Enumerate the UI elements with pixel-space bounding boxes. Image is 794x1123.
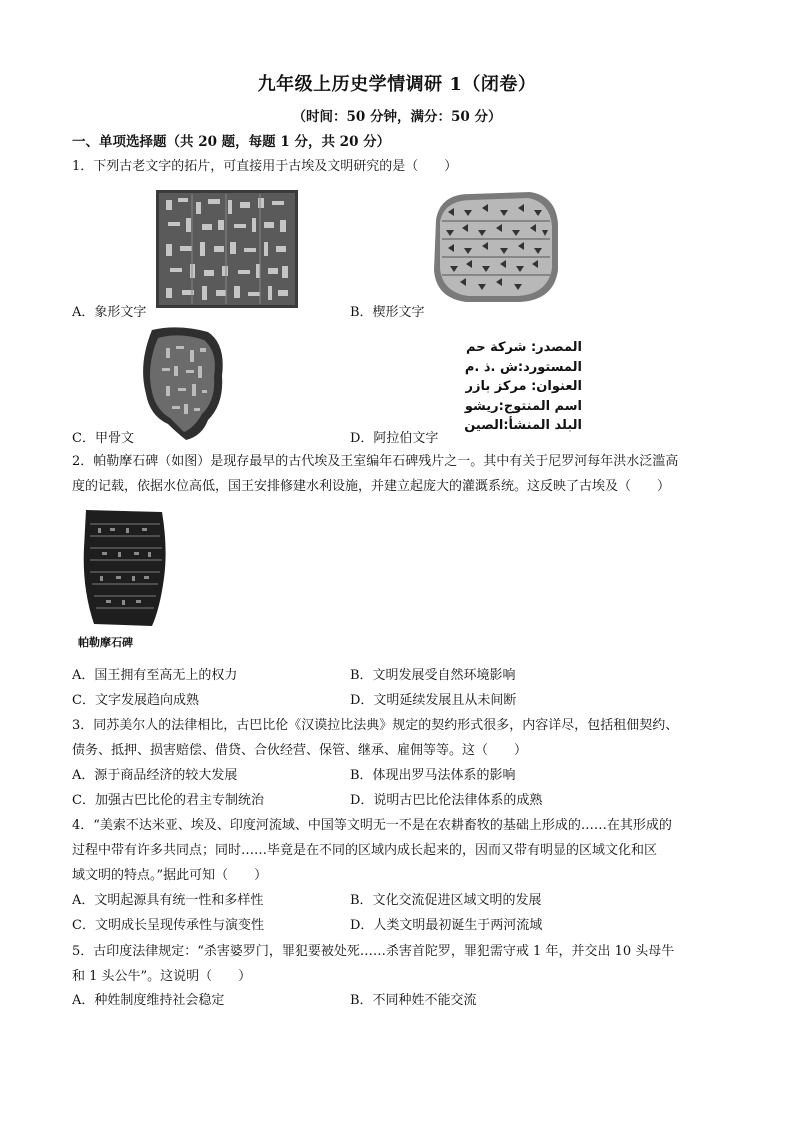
q3-option-a: A．源于商品经济的较大发展 — [72, 768, 238, 783]
question-2-stem — [72, 449, 732, 499]
arabic-line: اسم المنتوج:ريشو — [464, 398, 582, 414]
q4-option-c: C．文明成长呈现传承性与演变性 — [72, 918, 264, 933]
oracle-bone-image — [138, 324, 228, 442]
q4-option-a: A．文明起源具有统一性和多样性 — [72, 893, 264, 908]
q1-option-b: B．楔形文字 — [350, 305, 425, 320]
question-5-line: 5．古印度法律规定：“杀害婆罗门，罪犯要被处死……杀害首陀罗，罪犯需守戒 1 年，并交出 10 头母牛 — [72, 944, 675, 959]
arabic-line: المصدر: شركة حم — [466, 340, 582, 355]
q2-option-b: B．文明发展受自然环境影响 — [350, 668, 516, 683]
arabic-line: العنوان: مركز بازر — [465, 379, 582, 394]
question-3-line: 3．同苏美尔人的法律相比，古巴比伦《汉谟拉比法典》规定的契约形式很多，内容详尽，包括租佃契约、 — [72, 718, 679, 733]
palermo-stone-caption: 帕勒摩石碑 — [78, 636, 133, 649]
q5-option-b: B．不同种姓不能交流 — [350, 993, 477, 1008]
question-4-stem — [72, 813, 732, 888]
question-4-line: 过程中带有许多共同点；同时……毕竟是在不同的区域内成长起来的，因而又带有明显的区域文化和区 — [72, 843, 658, 858]
cuneiform-tablet-image — [430, 190, 562, 304]
q1-option-c: C．甲骨文 — [72, 431, 134, 446]
hieroglyph-rubbing-image — [156, 190, 298, 308]
q2-option-a: A．国王拥有至高无上的权力 — [72, 668, 238, 683]
question-1-stem: 1．下列古老文字的拓片，可直接用于古埃及文明研究的是（ ） — [72, 159, 458, 174]
arabic-line: المستورد:ش .ذ .م — [464, 359, 582, 375]
question-4-line: 4．“美索不达米亚、埃及、印度河流域、中国等文明无一不是在农耕畜牧的基础上形成的……在其形成的 — [72, 818, 672, 833]
question-2-line: 度的记载，依据水位高低，国王安排修建水利设施，并建立起庞大的灌溉系统。这反映了古埃及（ ） — [72, 479, 671, 494]
palermo-stone-image — [76, 508, 170, 628]
q3-option-d: D．说明古巴比伦法律体系的成熟 — [350, 793, 543, 808]
q4-option-d: D．人类文明最初诞生于两河流域 — [350, 918, 543, 933]
q2-option-c: C．文字发展趋向成熟 — [72, 693, 199, 708]
arabic-text-label — [420, 338, 582, 436]
q5-option-a: A．种姓制度维持社会稳定 — [72, 993, 225, 1008]
question-3-stem — [72, 713, 732, 763]
q1-option-a: A．象形文字 — [72, 305, 147, 320]
question-3-line: 债务、抵押、损害赔偿、借贷、合伙经营、保管、继承、雇佣等等。这（ ） — [72, 743, 528, 758]
q3-option-b: B．体现出罗马法体系的影响 — [350, 768, 516, 783]
q1-option-d: D．阿拉伯文字 — [350, 431, 439, 446]
question-5-line: 和 1 头公牛”。这说明（ ） — [72, 969, 252, 984]
exam-time-info: （时间：50 分钟，满分：50 分） — [292, 109, 502, 125]
page-title: 九年级上历史学情调研 1（闭卷） — [257, 74, 537, 95]
arabic-line: البلد المنشأ:الصين — [464, 418, 582, 433]
q4-option-b: B．文化交流促进区域文明的发展 — [350, 893, 542, 908]
question-2-line: 2．帕勒摩石碑（如图）是现存最早的古代埃及王室编年石碑残片之一。其中有关于尼罗河每年洪水泛滥高 — [72, 454, 679, 469]
q2-option-d: D．文明延续发展且从未间断 — [350, 693, 517, 708]
section-heading: 一、单项选择题（共 20 题，每题 1 分，共 20 分） — [72, 134, 391, 150]
question-4-line: 域文明的特点。”据此可知（ ） — [72, 868, 268, 883]
q3-option-c: C．加强古巴比伦的君主专制统治 — [72, 793, 264, 808]
question-5-stem — [72, 939, 732, 989]
